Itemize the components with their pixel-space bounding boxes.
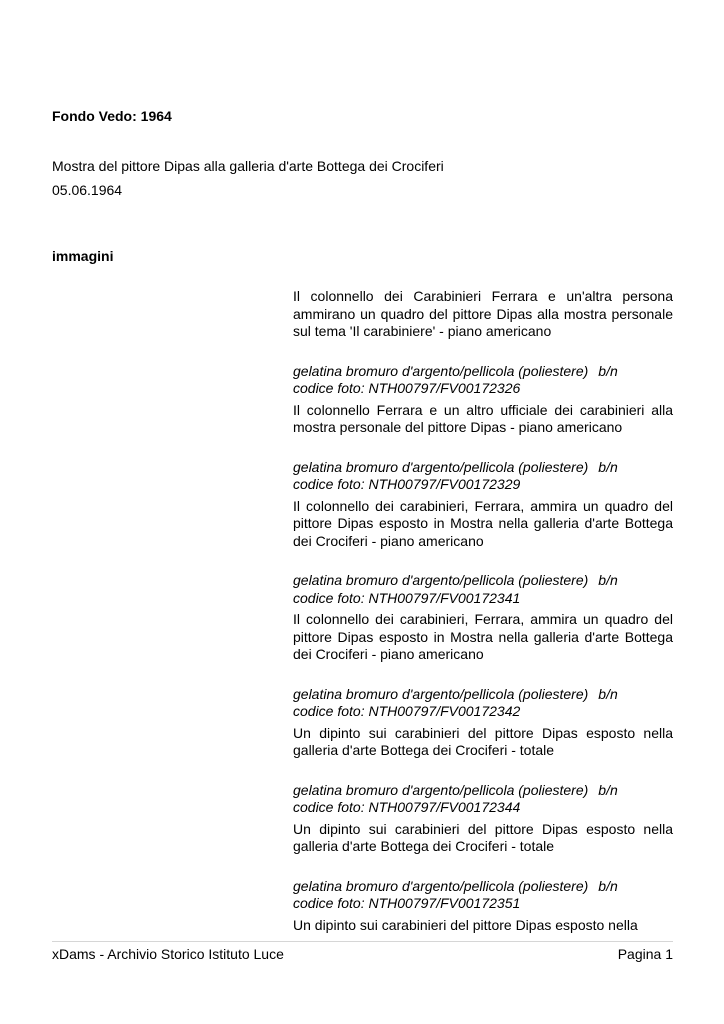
photo-color: b/n <box>598 362 618 379</box>
photo-description: Il colonnello dei Carabinieri Ferrara e un'altra persona ammirano un quadro del pittore Dipas alla mostra personale sul tema 'Il carabiniere' - piano americano <box>293 288 673 339</box>
photo-technique: gelatina bromuro d'argento/pellicola (poliestere) <box>293 685 589 702</box>
photo-color: b/n <box>598 572 618 588</box>
photo-technique: gelatina bromuro d'argento/pellicola (poliestere) <box>293 572 589 588</box>
photo-color: b/n <box>598 685 618 702</box>
photo-metadata <box>293 363 673 398</box>
exhibition-date: 05.06.1964 <box>52 182 123 198</box>
footer-divider <box>52 941 673 942</box>
photo-technique: gelatina bromuro d'argento/pellicola (poliestere) <box>293 458 589 475</box>
footer-archive-name: xDams - Archivio Storico Istituto Luce <box>52 946 284 962</box>
exhibition-subject: Mostra del pittore Dipas alla galleria d'arte Bottega dei Crociferi <box>52 158 444 174</box>
photo-description: Il colonnello Ferrara e un altro ufficiale dei carabinieri alla mostra personale del pittore Dipas - piano americano <box>293 401 673 435</box>
photo-metadata <box>293 782 673 817</box>
photo-description: Un dipinto sui carabinieri del pittore Dipas esposto nella galleria d'arte Bottega dei Crociferi - totale <box>293 724 673 758</box>
page-number: Pagina 1 <box>617 946 673 962</box>
photo-metadata <box>293 686 673 721</box>
photo-description: Il colonnello dei carabinieri, Ferrara, ammira un quadro del pittore Dipas esposto in Mostra nella galleria d'arte Bottega dei Crociferi - piano americano <box>293 611 673 662</box>
photo-metadata <box>293 572 673 607</box>
photo-metadata <box>293 459 673 494</box>
photo-color: b/n <box>598 781 618 798</box>
document-title: Fondo Vedo: 1964 <box>52 108 172 124</box>
photo-metadata <box>293 878 673 913</box>
photo-description: Un dipinto sui carabinieri del pittore Dipas esposto nella galleria d'arte Bottega dei Crociferi - totale <box>293 820 673 854</box>
photo-code: codice foto: NTH00797/FV00172342 <box>293 703 521 719</box>
photo-code: codice foto: NTH00797/FV00172344 <box>293 799 521 815</box>
section-heading: immagini <box>52 248 114 264</box>
photo-code: codice foto: NTH00797/FV00172341 <box>293 589 521 606</box>
photo-technique: gelatina bromuro d'argento/pellicola (poliestere) <box>293 781 589 798</box>
photo-code: codice foto: NTH00797/FV00172329 <box>293 476 521 492</box>
photo-color: b/n <box>598 458 618 475</box>
photo-description: Un dipinto sui carabinieri del pittore Dipas esposto nella <box>293 916 638 933</box>
photo-color: b/n <box>598 877 618 894</box>
photo-code: codice foto: NTH00797/FV00172351 <box>293 895 521 911</box>
photo-technique: gelatina bromuro d'argento/pellicola (poliestere) <box>293 877 589 894</box>
photo-technique: gelatina bromuro d'argento/pellicola (poliestere) <box>293 362 589 379</box>
photo-code: codice foto: NTH00797/FV00172326 <box>293 380 521 396</box>
photo-description: Il colonnello dei carabinieri, Ferrara, ammira un quadro del pittore Dipas esposto in Mostra nella galleria d'arte Bottega dei Crociferi - piano americano <box>293 497 673 549</box>
photo-entries <box>293 288 673 934</box>
